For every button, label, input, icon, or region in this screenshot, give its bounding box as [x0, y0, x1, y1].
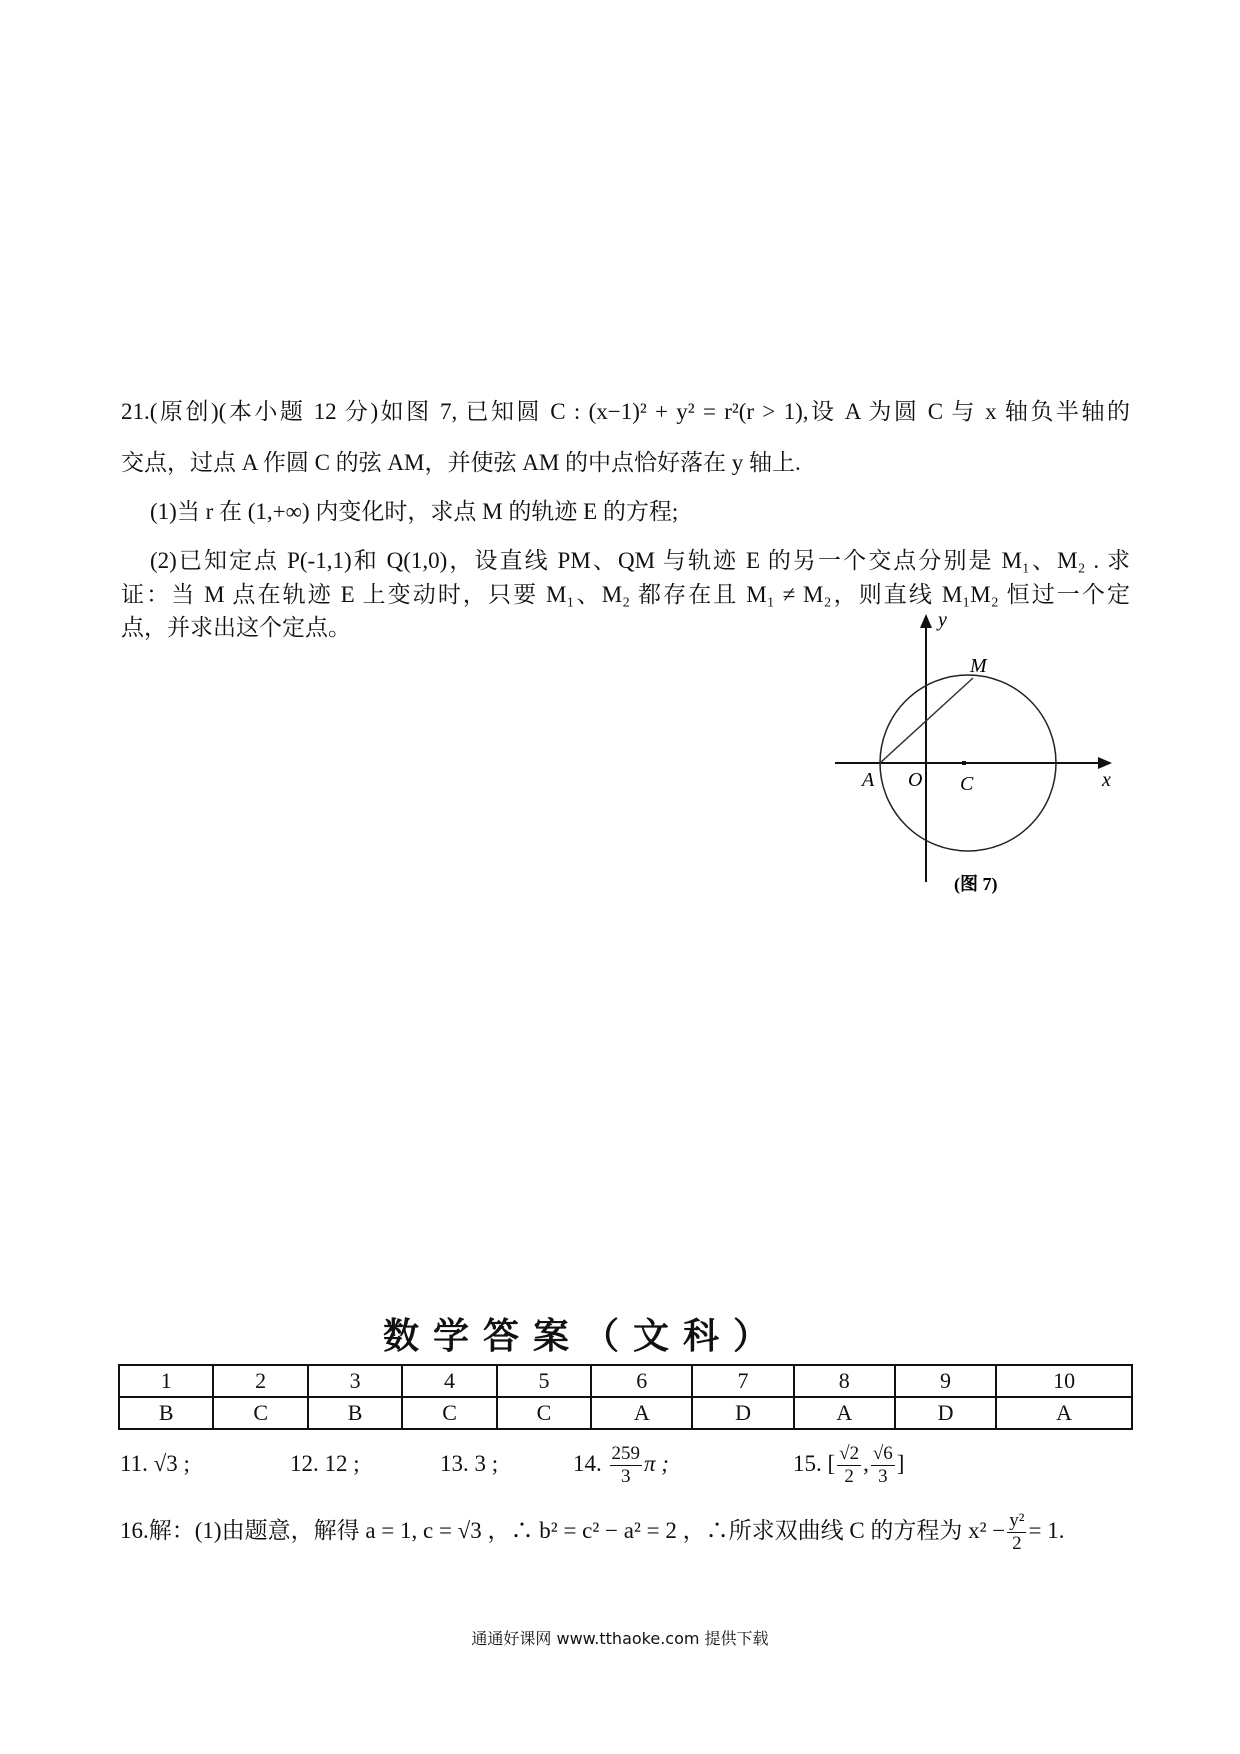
answer-16-suffix: = 1. — [1028, 1517, 1065, 1543]
table-cell: 8 — [794, 1365, 895, 1397]
table-cell: 3 — [308, 1365, 402, 1397]
problem-21-line-1: 21.(原创)(本小题 12 分)如图 7, 已知圆 C : (x−1)² + y² = r²(r > 1),设 A 为圆 C 与 x 轴负半轴的 — [121, 399, 1130, 424]
numerator: √2 — [839, 1443, 860, 1464]
table-cell: A — [591, 1397, 692, 1429]
denominator: 2 — [1012, 1533, 1022, 1554]
fraction — [1007, 1510, 1026, 1555]
table-cell: B — [119, 1397, 213, 1429]
table-cell: 10 — [996, 1365, 1132, 1397]
table-cell: C — [213, 1397, 307, 1429]
numerator: y² — [1009, 1510, 1025, 1531]
denominator: 3 — [878, 1466, 888, 1487]
figure-caption: (图 7) — [954, 874, 998, 894]
footer-source: 通通好课网 www.tthaoke.com 提供下载 — [471, 1629, 769, 1648]
label-y: y — [938, 609, 947, 631]
problem-21-part-2-line-1: (2)已知定点 P(-1,1)和 Q(1,0)，设直线 PM、QM 与轨迹 E 的另一个交点分别是 M₁、M₂ . 求 — [150, 548, 1130, 573]
table-row-choices — [119, 1397, 1132, 1429]
label-o: O — [908, 769, 923, 791]
fraction — [610, 1443, 643, 1488]
label-x: x — [1102, 769, 1111, 791]
table-cell: D — [895, 1397, 996, 1429]
table-cell: 7 — [692, 1365, 793, 1397]
denominator: 3 — [621, 1466, 631, 1487]
table-cell: A — [794, 1397, 895, 1429]
problem-21-part-2-line-2: 证：当 M 点在轨迹 E 上变动时，只要 M₁、M₂ 都存在且 M₁ ≠ M₂，则直线 M₁M₂ 恒过一个定 — [121, 582, 1130, 607]
answers-title: 数学答案（文科） — [383, 1316, 784, 1357]
numerator: 259 — [611, 1443, 640, 1464]
table-cell: B — [308, 1397, 402, 1429]
figure-7-diagram — [820, 600, 1140, 910]
numerator: √6 — [872, 1443, 893, 1464]
answer-16 — [120, 1510, 1064, 1555]
answer-14-label: 14. — [573, 1450, 602, 1476]
table-cell: 4 — [402, 1365, 496, 1397]
separator: , — [863, 1450, 869, 1476]
answer-15-label: 15. [ — [793, 1450, 836, 1476]
table-cell: C — [402, 1397, 496, 1429]
fraction — [871, 1443, 895, 1488]
answer-16-text: 16.解：(1)由题意，解得 a = 1, c = √3 ，∴ b² = c² − a² = 2 ，∴所求双曲线 C 的方程为 x² − — [120, 1517, 1006, 1543]
fraction — [837, 1443, 861, 1488]
answer-15 — [793, 1443, 904, 1488]
table-cell: 6 — [591, 1365, 692, 1397]
table-cell: 9 — [895, 1365, 996, 1397]
table-cell: 5 — [497, 1365, 591, 1397]
table-cell: 2 — [213, 1365, 307, 1397]
table-cell: C — [497, 1397, 591, 1429]
table-row-numbers — [119, 1365, 1132, 1397]
table-cell: 1 — [119, 1365, 213, 1397]
answer-14 — [573, 1443, 669, 1488]
answer-12: 12. 12 ; — [290, 1451, 360, 1476]
label-m: M — [970, 655, 987, 677]
problem-21-part-1: (1)当 r 在 (1,+∞) 内变化时，求点 M 的轨迹 E 的方程; — [150, 499, 679, 524]
label-c: C — [960, 773, 974, 795]
center-point — [962, 761, 966, 765]
denominator: 2 — [844, 1466, 854, 1487]
answer-14-suffix: π ; — [644, 1450, 669, 1476]
label-a: A — [862, 769, 875, 791]
table-cell: D — [692, 1397, 793, 1429]
problem-21-line-2: 交点，过点 A 作圆 C 的弦 AM，并使弦 AM 的中点恰好落在 y 轴上. — [121, 450, 801, 475]
table-cell: A — [996, 1397, 1132, 1429]
answer-13: 13. 3 ; — [440, 1451, 499, 1476]
problem-21-part-2-line-3: 点，并求出这个定点。 — [121, 615, 351, 640]
answer-table — [118, 1364, 1133, 1430]
answer-11: 11. √3 ; — [120, 1451, 190, 1476]
bracket: ] — [896, 1450, 905, 1476]
